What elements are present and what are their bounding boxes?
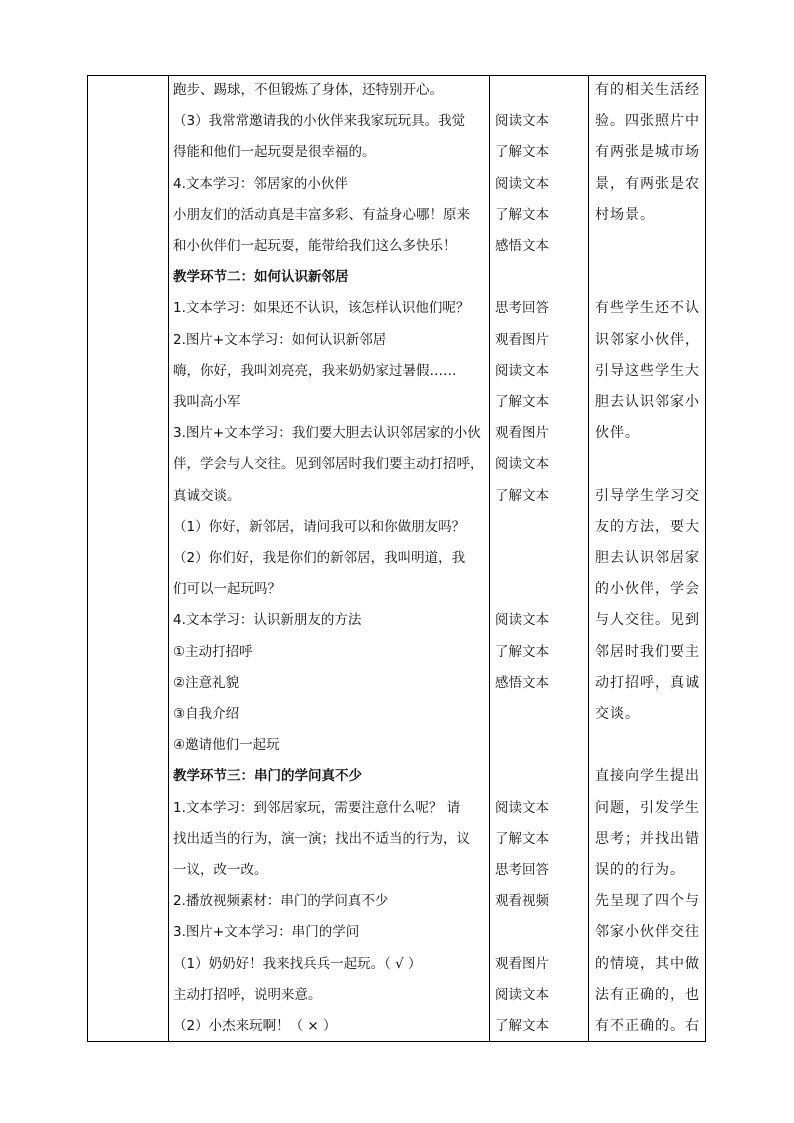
- activity-line: 观看图片: [495, 955, 549, 972]
- notes-line: 有些学生还不认: [595, 300, 700, 317]
- notes-line: 的情境，其中做: [595, 955, 700, 972]
- activity-line: 了解文本: [495, 1018, 549, 1034]
- column-divider-2: [489, 76, 490, 1041]
- activity-line: 观看图片: [495, 331, 549, 348]
- content-line: 1.文本学习：到邻居家玩，需要注意什么呢？ 请: [173, 799, 461, 816]
- notes-line: 直接向学生提出: [595, 768, 700, 785]
- notes-line: 先呈现了四个与: [595, 893, 700, 910]
- content-line: 1.文本学习：如果还不认识，该怎样认识他们呢？: [173, 300, 470, 317]
- content-line: ③自我介绍: [173, 706, 240, 722]
- activity-line: 了解文本: [495, 487, 549, 504]
- activity-line: 了解文本: [495, 144, 549, 161]
- content-line: 我叫高小军: [173, 394, 241, 410]
- content-line: 3.图片+文本学习：我们要大胆去认识邻居家的小伙: [173, 425, 481, 442]
- content-line: ②注意礼貌: [173, 674, 240, 691]
- notes-line: 问题，引发学生: [595, 799, 700, 816]
- notes-line: 思考；并找出错: [595, 830, 700, 847]
- notes-line: 的小伙伴，学会: [595, 581, 700, 598]
- content-line: 伴，学会与人交往。见到邻居时我们要主动打招呼，: [173, 456, 484, 473]
- activity-line: 了解文本: [495, 206, 549, 223]
- activity-line: 了解文本: [495, 830, 549, 847]
- notes-line: 引导学生学习交: [595, 487, 700, 504]
- content-line: 跑步、踢球，不但锻炼了身体，还特别开心。: [173, 82, 443, 98]
- content-line: 得能和他们一起玩耍是很幸福的。: [173, 144, 376, 161]
- notes-line: 村场景。: [595, 206, 655, 223]
- content-line: （1）奶奶好！我来找兵兵一起玩。（ √ ）: [173, 955, 422, 972]
- notes-line: 邻居时我们要主: [595, 643, 700, 660]
- content-line: 2.图片+文本学习：如何认识新邻居: [173, 331, 387, 348]
- column-divider-3: [588, 76, 589, 1041]
- content-line: （3）我常常邀请我的小伙伴来我家玩玩具。我觉: [173, 113, 466, 130]
- notes-line: 法有正确的，也: [595, 986, 700, 1003]
- activity-line: 观看图片: [495, 425, 549, 442]
- activity-line: 感悟文本: [495, 238, 549, 254]
- content-line: 们可以一起玩吗？: [173, 581, 281, 598]
- notes-line: 景，有两张是农: [595, 175, 700, 192]
- notes-line: 有不正确的。右: [595, 1018, 700, 1034]
- content-line: ①主动打招呼: [173, 643, 253, 660]
- notes-line: 邻家小伙伴交往: [595, 924, 700, 941]
- content-line: （2）你们好，我是你们的新邻居，我叫明道，我: [173, 550, 466, 566]
- content-line: 3.图片+文本学习：串门的学问: [173, 924, 360, 941]
- notes-line: 友的方法，要大: [595, 518, 700, 535]
- notes-line: 误的的行为。: [595, 862, 685, 878]
- content-line: 主动打招呼，说明来意。: [173, 986, 322, 1003]
- notes-line: 胆去认识邻家小: [595, 394, 700, 410]
- content-line: ④邀请他们一起玩: [173, 737, 280, 754]
- activity-line: 思考回答: [495, 300, 549, 317]
- notes-line: 有两张是城市场: [595, 144, 700, 161]
- activity-line: 阅读文本: [495, 612, 549, 629]
- content-line: 真诚交谈。: [173, 487, 241, 504]
- activity-line: 思考回答: [495, 862, 549, 878]
- content-line: （1）你好，新邻居，请问我可以和你做朋友吗？: [173, 518, 466, 535]
- activity-line: 阅读文本: [495, 175, 549, 192]
- notes-line: 与人交往。见到: [595, 612, 700, 629]
- activity-line: 阅读文本: [495, 799, 549, 816]
- notes-line: 引导这些学生大: [595, 362, 700, 379]
- content-line: 2.播放视频素材：串门的学问真不少: [173, 893, 389, 910]
- activity-line: 观看视频: [495, 893, 549, 910]
- notes-line: 交谈。: [595, 706, 640, 722]
- notes-line: 验。四张照片中: [595, 113, 700, 130]
- content-line: 嗨，你好，我叫刘亮亮，我来奶奶家过暑假……: [173, 362, 457, 379]
- content-line: 小朋友们的活动真是丰富多彩、有益身心哪！原来: [173, 206, 470, 223]
- notes-line: 伙伴。: [595, 425, 640, 442]
- activity-line: 阅读文本: [495, 986, 549, 1003]
- activity-line: 阅读文本: [495, 362, 549, 379]
- activity-line: 感悟文本: [495, 674, 549, 691]
- content-line: 教学环节三：串门的学问真不少: [173, 768, 362, 785]
- activity-line: 了解文本: [495, 643, 549, 660]
- content-line: 4.文本学习：认识新朋友的方法: [173, 612, 362, 629]
- content-line: 4.文本学习：邻居家的小伙伴: [173, 175, 348, 192]
- activity-line: 阅读文本: [495, 456, 549, 473]
- column-divider-1: [168, 76, 169, 1041]
- notes-line: 识邻家小伙伴，: [595, 331, 700, 348]
- content-line: 教学环节二：如何认识新邻居: [173, 269, 349, 286]
- content-line: 一议，改一改。: [173, 862, 268, 878]
- notes-line: 动打招呼，真诚: [595, 674, 700, 691]
- activity-line: 了解文本: [495, 394, 549, 410]
- content-line: 找出适当的行为，演一演；找出不适当的行为，议: [173, 830, 470, 847]
- content-line: （2）小杰来玩啊！（ × ）: [173, 1018, 337, 1034]
- content-line: 和小伙伴们一起玩耍，能带给我们这么多快乐！: [173, 238, 457, 254]
- notes-line: 胆去认识邻居家: [595, 550, 700, 566]
- notes-line: 有的相关生活经: [595, 82, 700, 98]
- activity-line: 阅读文本: [495, 113, 549, 130]
